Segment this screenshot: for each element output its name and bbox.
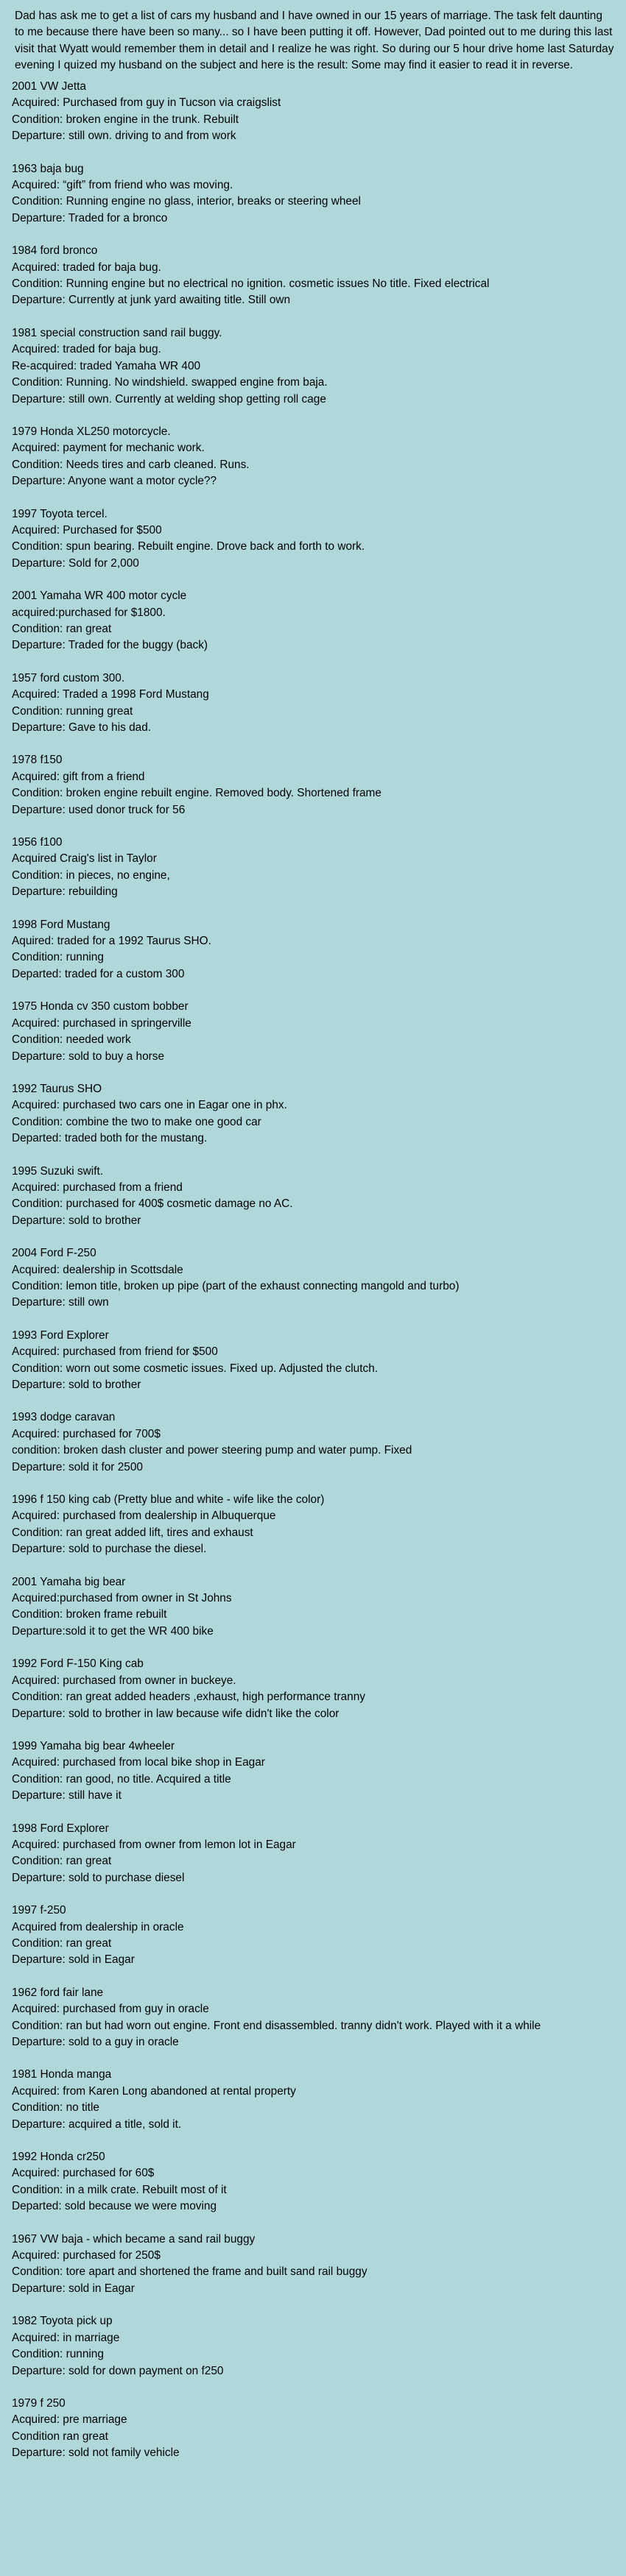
vehicle-entry	[12, 1245, 616, 1312]
vehicle-detail-line: Condition: ran good, no title. Acquired a title	[12, 1772, 231, 1786]
vehicle-entry	[12, 2232, 616, 2298]
vehicle-entry	[12, 325, 616, 408]
vehicle-detail-line: Condition: ran great	[12, 1936, 112, 1950]
vehicle-title: 1979 Honda XL250 motorcycle.	[12, 425, 171, 438]
vehicle-detail-line: Departure:sold it to get the WR 400 bike	[12, 1624, 214, 1638]
vehicle-entry	[12, 670, 616, 737]
vehicle-detail-line: Condition: combine the two to make one good car	[12, 1115, 261, 1128]
vehicle-title: 2001 Yamaha big bear	[12, 1575, 126, 1588]
vehicle-entry	[12, 2149, 616, 2215]
vehicle-detail-line: Condition: worn out some cosmetic issues. Fixed up. Adjusted the clutch.	[12, 1362, 379, 1375]
vehicle-detail-line: Acquired: purchased in springerville	[12, 1016, 191, 1030]
vehicle-entry	[12, 1409, 616, 1476]
vehicle-detail-line: Acquired: gift from a friend	[12, 770, 145, 783]
vehicle-detail-line: Re-acquired: traded Yamaha WR 400	[12, 359, 201, 372]
vehicle-entry	[12, 1903, 616, 1969]
vehicle-detail-line: Condition: ran but had worn out engine. Front end disassembled. tranny didn't work. Played with it a while	[12, 2019, 541, 2032]
vehicle-entry	[12, 506, 616, 573]
vehicle-title: 1993 Ford Explorer	[12, 1328, 109, 1342]
vehicle-title: 1981 Honda manga	[12, 2068, 112, 2081]
vehicle-detail-line: Condition: broken frame rebuilt	[12, 1608, 167, 1621]
vehicle-detail-line: Acquired: payment for mechanic work.	[12, 442, 205, 455]
vehicle-detail-line: Departure: used donor truck for 56	[12, 803, 186, 816]
vehicle-detail-line: Condition: Running engine but no electrical no ignition. cosmetic issues No title. Fixed electrical	[12, 277, 490, 291]
vehicle-title: 1982 Toyota pick up	[12, 2315, 113, 2328]
vehicle-detail-line: Condition: lemon title, broken up pipe (part of the exhaust connecting mangold and turbo)	[12, 1279, 460, 1292]
vehicle-detail-line: Acquired: purchased from guy in oracle	[12, 2003, 209, 2016]
vehicle-entry	[12, 161, 616, 227]
vehicle-detail-line: Departed: sold because we were moving	[12, 2200, 217, 2213]
vehicle-entry	[12, 588, 616, 654]
vehicle-detail-line: Departure: sold to buy a horse	[12, 1050, 165, 1063]
vehicle-detail-line: Condition: in pieces, no engine,	[12, 868, 170, 882]
vehicle-detail-line: Departed: traded both for the mustang.	[12, 1132, 208, 1145]
vehicle-entry	[12, 1328, 616, 1394]
vehicle-title: 1992 Honda cr250	[12, 2151, 105, 2164]
vehicle-detail-line: Acquired: in marriage	[12, 2331, 120, 2344]
vehicle-detail-line: Acquired: “gift” from friend who was moving.	[12, 179, 233, 192]
vehicle-title: 1984 ford bronco	[12, 244, 98, 258]
vehicle-detail-line: Departure: acquired a title, sold it.	[12, 2117, 182, 2131]
vehicle-detail-line: Condition ran great	[12, 2430, 108, 2443]
vehicle-title: 1956 f100	[12, 836, 63, 849]
vehicle-detail-line: Departure: sold to a guy in oracle	[12, 2036, 179, 2048]
vehicle-detail-line: Condition: needed work	[12, 1033, 131, 1047]
vehicle-detail-line: Departure: sold in Eagar	[12, 2282, 135, 2295]
vehicle-detail-line: Condition: running	[12, 951, 104, 964]
vehicle-detail-line: Departure: sold to brother	[12, 1214, 141, 1227]
vehicle-entry	[12, 1821, 616, 1887]
vehicle-entry	[12, 917, 616, 983]
vehicle-entry	[12, 243, 616, 309]
vehicle-title: 2001 VW Jetta	[12, 80, 86, 93]
vehicle-detail-line: Acquired from dealership in oracle	[12, 1920, 184, 1933]
vehicle-detail-line: Acquired: from Karen Long abandoned at rental property	[12, 2084, 296, 2098]
vehicle-detail-line: Condition: in a milk crate. Rebuilt most of it	[12, 2183, 227, 2196]
vehicle-detail-line: Departure: sold to brother	[12, 1379, 141, 1391]
vehicle-title: 1997 f-250	[12, 1904, 66, 1917]
vehicle-detail-line: Acquired: dealership in Scottsdale	[12, 1263, 183, 1276]
vehicle-detail-line: Departure: sold in Eagar	[12, 1953, 135, 1967]
vehicle-detail-line: Acquired: purchased from friend for $500	[12, 1345, 218, 1359]
vehicle-detail-line: Acquired: purchased for 60$	[12, 2167, 155, 2180]
vehicle-detail-line: Condition: ran great added lift, tires and exhaust	[12, 1526, 253, 1539]
vehicle-title: 1992 Ford F-150 King cab	[12, 1657, 144, 1671]
vehicle-detail-line: Acquired: pre marriage	[12, 2413, 127, 2427]
vehicle-entry	[12, 2396, 616, 2462]
vehicle-title: 1981 special construction sand rail buggy.	[12, 326, 222, 339]
vehicle-entry	[12, 835, 616, 901]
vehicle-title: 1962 ford fair lane	[12, 1986, 104, 1999]
vehicle-detail-line: condition: broken dash cluster and power steering pump and water pump. Fixed	[12, 1444, 412, 1457]
vehicle-entry	[12, 1164, 616, 1230]
vehicle-title: 1978 f150	[12, 754, 63, 767]
intro-paragraph: Dad has ask me to get a list of cars my husband and I have owned in our 15 years of marriage. The task felt daunting to me because there have been so many... so I have been putting it off. However, Dad pointed out to me during this last visit that Wyatt would remember them in detail and I realize he was right. So during our 5 hour drive home last Saturday evening I quized my husband on the subject and here is the result: Some may find it easier to read it in reverse.	[15, 10, 614, 72]
vehicle-title: 1996 f 150 king cab (Pretty blue and white - wife like the color)	[12, 1493, 325, 1507]
vehicle-detail-line: Acquired: purchased for 700$	[12, 1427, 161, 1440]
vehicle-detail-line: Acquired Craig's list in Taylor	[12, 852, 157, 866]
vehicle-entry	[12, 1081, 616, 1147]
vehicle-detail-line: Departure: still own. driving to and from work	[12, 130, 236, 143]
vehicle-title: 1993 dodge caravan	[12, 1411, 116, 1424]
vehicle-title: 1998 Ford Explorer	[12, 1822, 109, 1835]
vehicle-detail-line: Condition: spun bearing. Rebuilt engine. Drove back and forth to work.	[12, 540, 365, 553]
vehicle-entry	[12, 999, 616, 1065]
vehicle-title: 1979 f 250	[12, 2396, 66, 2410]
vehicle-title: 2004 Ford F-250	[12, 1247, 96, 1260]
vehicle-entry	[12, 1985, 616, 2051]
vehicle-detail-line: Departure: Gave to his dad.	[12, 721, 152, 734]
vehicle-entry	[12, 1574, 616, 1641]
vehicle-title: 1992 Taurus SHO	[12, 1082, 102, 1095]
vehicle-detail-line: Acquired: purchased from a friend	[12, 1181, 183, 1194]
vehicle-detail-line: Acquired: purchased from owner from lemon lot in Eagar	[12, 1838, 296, 1851]
vehicle-title: 2001 Yamaha WR 400 motor cycle	[12, 590, 187, 603]
vehicle-title: 1975 Honda cv 350 custom bobber	[12, 1000, 189, 1013]
vehicle-title: 1998 Ford Mustang	[12, 918, 110, 931]
vehicle-detail-line: Condition: running	[12, 2348, 104, 2361]
vehicle-detail-line: Acquired: Purchased for $500	[12, 523, 162, 537]
vehicle-detail-line: Departure: sold to brother in law because wife didn't like the color	[12, 1707, 340, 1720]
vehicle-detail-line: Departure: Currently at junk yard awaiting title. Still own	[12, 294, 291, 307]
vehicle-detail-line: Condition: ran great	[12, 622, 112, 635]
vehicle-detail-line: Acquired: purchased from owner in buckeye.	[12, 1674, 236, 1687]
vehicle-detail-line: Condition: running great	[12, 704, 133, 718]
vehicle-detail-line: Departure: sold not family vehicle	[12, 2446, 180, 2460]
vehicle-detail-line: Departure: sold to purchase the diesel.	[12, 1543, 207, 1556]
vehicle-title: 1995 Suzuki swift.	[12, 1164, 104, 1178]
vehicle-detail-line: Condition: Needs tires and carb cleaned. Runs.	[12, 458, 250, 471]
vehicle-detail-line: Departure: sold it for 2500	[12, 1460, 143, 1473]
vehicle-detail-line: Departure: sold to purchase diesel	[12, 1871, 185, 1884]
vehicle-detail-line: Condition: Running engine no glass, interior, breaks or steering wheel	[12, 195, 361, 208]
vehicle-entry	[12, 1656, 616, 1722]
vehicle-detail-line: Acquired: purchased from dealership in Albuquerque	[12, 1510, 276, 1523]
vehicle-entry	[12, 752, 616, 818]
vehicle-detail-line: Condition: broken engine in the trunk. Rebuilt	[12, 113, 239, 126]
vehicle-detail-line: Acquired: traded for baja bug.	[12, 261, 161, 274]
vehicle-title: 1997 Toyota tercel.	[12, 507, 108, 520]
vehicle-detail-line: Acquired: Traded a 1998 Ford Mustang	[12, 688, 209, 701]
vehicle-detail-line: Departure: sold for down payment on f250	[12, 2364, 224, 2377]
vehicle-detail-line: Departure: Sold for 2,000	[12, 556, 139, 570]
vehicle-detail-line: Departure: Traded for the buggy (back)	[12, 639, 208, 652]
vehicle-detail-line: Departure: rebuilding	[12, 885, 118, 899]
vehicle-detail-line: Acquired: purchased for 250$	[12, 2249, 161, 2262]
vehicle-detail-line: Acquired: Purchased from guy in Tucson via craigslist	[12, 96, 281, 110]
vehicle-title: 1957 ford custom 300.	[12, 671, 125, 684]
vehicle-detail-line: Departed: traded for a custom 300	[12, 967, 185, 980]
vehicle-detail-line: Condition: purchased for 400$ cosmetic damage no AC.	[12, 1197, 293, 1211]
vehicle-detail-line: Departure: still own. Currently at welding shop getting roll cage	[12, 392, 326, 406]
vehicle-detail-line: Aquired: traded for a 1992 Taurus SHO.	[12, 935, 211, 948]
vehicle-entry	[12, 1738, 616, 1805]
vehicle-detail-line: Condition: no title	[12, 2101, 99, 2115]
vehicle-detail-line: Acquired: purchased from local bike shop in Eagar	[12, 1756, 265, 1769]
vehicle-entry	[12, 2067, 616, 2133]
vehicle-detail-line: acquired:purchased for $1800.	[12, 606, 166, 619]
vehicle-detail-line: Departure: still have it	[12, 1789, 122, 1802]
vehicle-detail-line: Acquired: traded for baja bug.	[12, 343, 161, 356]
vehicle-title: 1999 Yamaha big bear 4wheeler	[12, 1739, 175, 1752]
vehicle-entry	[12, 424, 616, 490]
vehicle-entry	[12, 1492, 616, 1558]
vehicle-title: 1967 VW baja - which became a sand rail buggy	[12, 2232, 256, 2246]
vehicle-detail-line: Condition: ran great	[12, 1855, 112, 1868]
vehicle-detail-line: Departure: still own	[12, 1296, 109, 1309]
vehicle-detail-line: Acquired: purchased two cars one in Eagar one in phx.	[12, 1099, 287, 1112]
vehicle-entry	[12, 2313, 616, 2379]
vehicle-list	[12, 79, 616, 2478]
vehicle-detail-line: Departure: Anyone want a motor cycle??	[12, 475, 217, 488]
vehicle-title: 1963 baja bug	[12, 162, 84, 175]
vehicle-detail-line: Condition: broken engine rebuilt engine. Removed body. Shortened frame	[12, 787, 381, 800]
vehicle-detail-line: Condition: tore apart and shortened the frame and built sand rail buggy	[12, 2265, 367, 2279]
vehicle-detail-line: Condition: ran great added headers ,exhaust, high performance tranny	[12, 1691, 365, 1704]
vehicle-detail-line: Acquired:purchased from owner in St Johns	[12, 1592, 232, 1605]
vehicle-detail-line: Departure: Traded for a bronco	[12, 211, 168, 224]
vehicle-entry	[12, 79, 616, 145]
vehicle-detail-line: Condition: Running. No windshield. swapped engine from baja.	[12, 376, 328, 389]
